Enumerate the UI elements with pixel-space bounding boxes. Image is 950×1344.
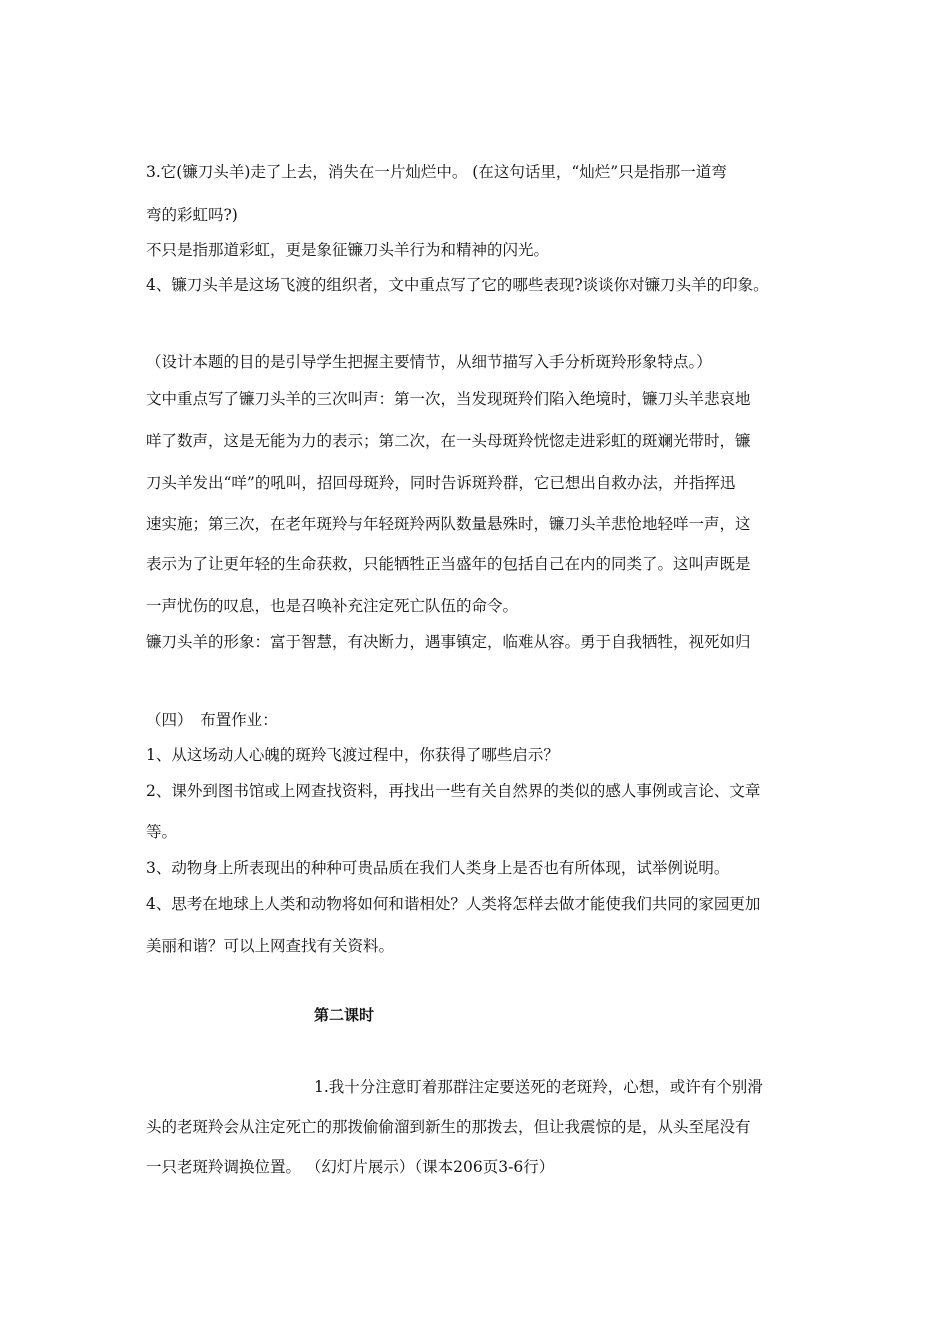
list-item: 3、动物身上所表现出的种种可贵品质在我们人类身上是否也有所体现，试举例说明。 xyxy=(146,859,730,877)
text-line: （设计本题的目的是引导学生把握主要情节，从细节描写入手分析斑羚形象特点。） xyxy=(146,353,712,371)
list-item: 4、思考在地球上人类和动物将如何和谐相处？人类将怎样去做才能使我们共同的家园更加 xyxy=(146,895,761,913)
lesson-heading: 第二课时 xyxy=(314,1006,375,1024)
list-item: 1、从这场动人心魄的斑羚飞渡过程中，你获得了哪些启示？ xyxy=(146,746,559,764)
text-line: 文中重点写了镰刀头羊的三次叫声：第一次，当发现斑羚们陷入绝境时，镰刀头羊悲哀地 xyxy=(146,390,751,408)
section-heading: （四） 布置作业： xyxy=(146,711,278,729)
text-line: 头的老斑羚会从注定死亡的那拨偷偷溜到新生的那拨去，但让我震惊的是，从头至尾没有 xyxy=(146,1118,751,1136)
text-line: 速实施；第三次，在老年斑羚与年轻斑羚两队数量悬殊时，镰刀头羊悲怆地轻咩一声，这 xyxy=(146,515,751,533)
list-item: 美丽和谐？可以上网查找有关资料。 xyxy=(146,937,395,955)
text-line: 1.我十分注意盯着那群注定要送死的老斑羚，心想，或许有个别滑 xyxy=(314,1078,763,1096)
text-line: 刀头羊发出“咩”的吼叫，招回母斑羚，同时告诉斑羚群，它已想出自救办法，并指挥迅 xyxy=(146,474,736,492)
text-line: 4、镰刀头羊是这场飞渡的组织者，文中重点写了它的哪些表现?谈谈你对镰刀头羊的印象。 xyxy=(146,276,769,294)
list-item: 等。 xyxy=(146,823,178,841)
text-line: 一只老斑羚调换位置。 （幻灯片展示）（课本206页3-6行） xyxy=(146,1158,555,1176)
text-line: 不只是指那道彩虹，更是象征镰刀头羊行为和精神的闪光。 xyxy=(146,241,550,259)
text-line: 表示为了让更年轻的生命获救，只能牺牲正当盛年的包括自己在内的同类了。这叫声既是 xyxy=(146,555,751,573)
list-item: 2、课外到图书馆或上网查找资料，再找出一些有关自然界的类似的感人事例或言论、文章 xyxy=(146,782,761,800)
text-line: 镰刀头羊的形象：富于智慧，有决断力，遇事镇定，临难从容。勇于自我牺牲，视死如归 xyxy=(146,633,751,651)
text-line: 一声忧伤的叹息，也是召唤补充注定死亡队伍的命令。 xyxy=(146,597,519,615)
text-line: 弯的彩虹吗?) xyxy=(146,206,238,224)
text-line: 3.它(镰刀头羊)走了上去，消失在一片灿烂中。 (在这句话里，“灿烂”只是指那一道弯 xyxy=(146,163,727,181)
text-line: 咩了数声，这是无能为力的表示；第二次，在一头母斑羚恍惚走进彩虹的斑斓光带时，镰 xyxy=(146,432,751,450)
